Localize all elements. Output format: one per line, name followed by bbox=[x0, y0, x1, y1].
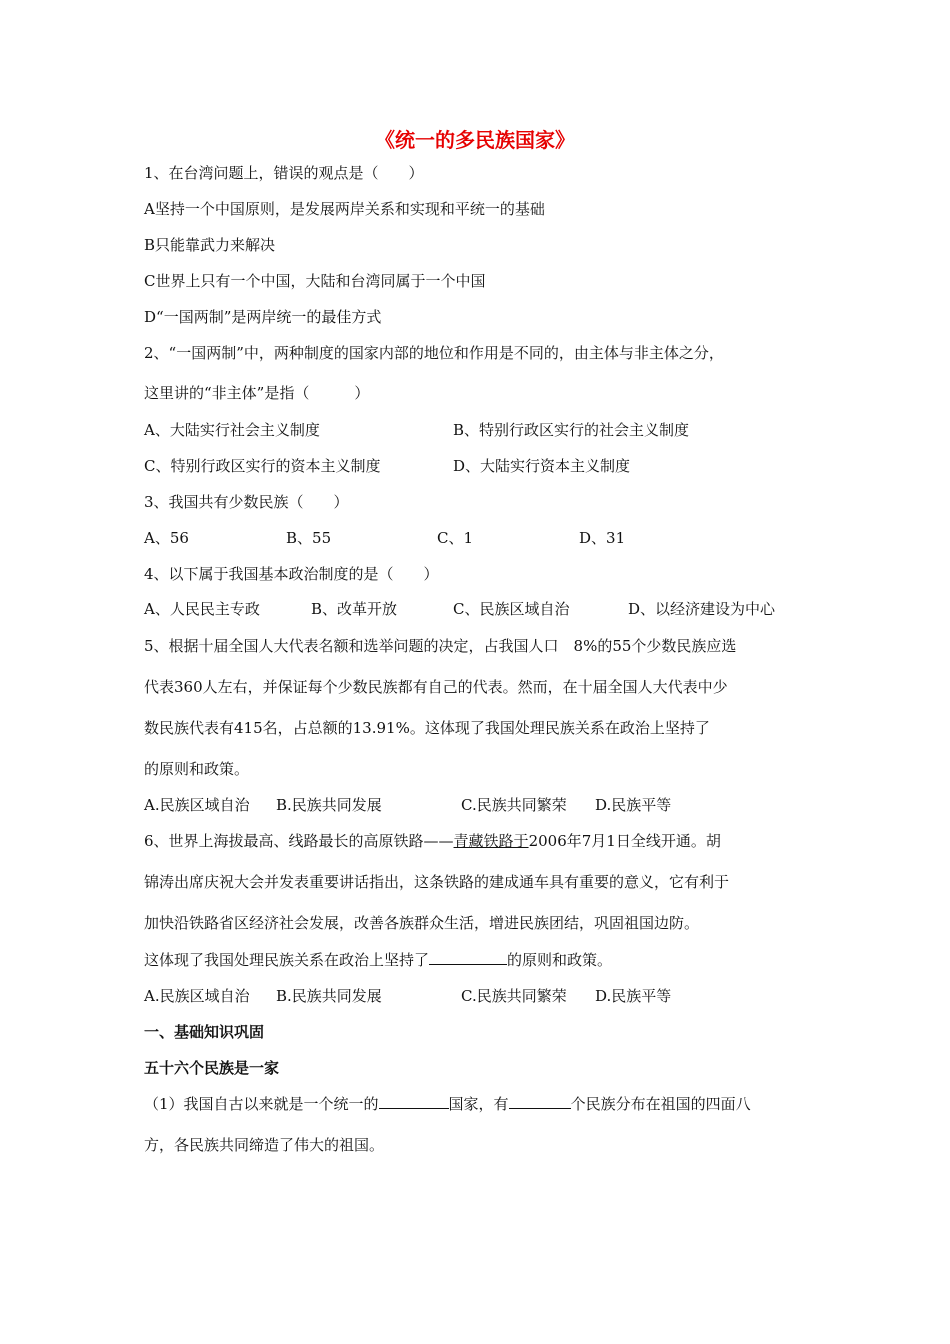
p1-part-a: （1）我国自古以来就是一个统一的 bbox=[144, 1095, 379, 1113]
q1-option-b: B只能靠武力来解决 bbox=[144, 236, 276, 254]
q6-option-b: B.民族共同发展 bbox=[276, 987, 382, 1005]
q4-option-d: D、以经济建设为中心 bbox=[628, 600, 776, 618]
q5-line2: 代表360人左右，并保证每个少数民族都有自己的代表。然而，在十届全国人大代表中少 bbox=[144, 678, 728, 696]
q5-line1: 5、根据十届全国人大代表名额和选举问题的决定，占我国人口 8%的55个少数民族应选 bbox=[144, 637, 737, 655]
p1-part-c: 个民族分布在祖国的四面八 bbox=[570, 1095, 751, 1113]
blank-1[interactable] bbox=[379, 1094, 449, 1109]
q2-stem-line2: 这里讲的“非主体”是指（ ） bbox=[144, 384, 370, 402]
q5-line3: 数民族代表有415名，占总额的13.91%。这体现了我国处理民族关系在政治上坚持了 bbox=[144, 719, 710, 737]
q6-option-c: C.民族共同繁荣 bbox=[461, 987, 567, 1005]
q5-option-b: B.民族共同发展 bbox=[276, 796, 382, 814]
q6-line3: 加快沿铁路省区经济社会发展，改善各族群众生活，增进民族团结，巩固祖国边防。 bbox=[144, 914, 700, 932]
q3-option-c: C、1 bbox=[437, 529, 474, 547]
q6-line1 bbox=[144, 831, 721, 851]
q3-option-b: B、55 bbox=[286, 529, 332, 547]
q3-option-d: D、31 bbox=[579, 529, 626, 547]
section-paragraph-line2: 方，各民族共同缔造了伟大的祖国。 bbox=[144, 1136, 385, 1154]
q5-line4: 的原则和政策。 bbox=[144, 760, 250, 778]
q1-option-d: D“一国两制”是两岸统一的最佳方式 bbox=[144, 308, 382, 326]
q6-line2: 锦涛出席庆祝大会并发表重要讲话指出，这条铁路的建成通车具有重要的意义，它有利于 bbox=[144, 873, 730, 891]
q3-option-a: A、56 bbox=[144, 529, 189, 547]
q4-stem: 4、以下属于我国基本政治制度的是（ ） bbox=[144, 565, 439, 583]
q2-option-b: B、特别行政区实行的社会主义制度 bbox=[453, 421, 690, 439]
q6-option-d: D.民族平等 bbox=[595, 987, 672, 1005]
q6-line4-pre: 这体现了我国处理民族关系在政治上坚持了 bbox=[144, 951, 430, 969]
blank-2[interactable] bbox=[509, 1094, 571, 1109]
q6-answer-blank[interactable] bbox=[429, 950, 507, 965]
q2-option-d: D、大陆实行资本主义制度 bbox=[453, 457, 631, 475]
q4-option-c: C、民族区域自治 bbox=[453, 600, 570, 618]
page-title: 《统一的多民族国家》 bbox=[375, 128, 575, 152]
q6-line4 bbox=[144, 950, 612, 970]
q2-option-c: C、特别行政区实行的资本主义制度 bbox=[144, 457, 381, 475]
q6-option-a: A.民族区域自治 bbox=[144, 987, 250, 1005]
section-heading: 一、基础知识巩固 bbox=[144, 1023, 265, 1041]
q5-option-a: A.民族区域自治 bbox=[144, 796, 250, 814]
q3-stem: 3、我国共有少数民族（ ） bbox=[144, 493, 349, 511]
q1-option-a: A坚持一个中国原则，是发展两岸关系和实现和平统一的基础 bbox=[144, 200, 545, 218]
q6-line1-pre: 6、世界上海拔最高、线路最长的高原铁路—— bbox=[144, 832, 454, 850]
q4-option-a: A、人民民主专政 bbox=[144, 600, 260, 618]
section-paragraph-line1 bbox=[144, 1094, 751, 1114]
q6-line1-post: 2006年7月1日全线开通。胡 bbox=[528, 832, 721, 850]
q2-stem-line1: 2、“一国两制”中，两种制度的国家内部的地位和作用是不同的，由主体与非主体之分， bbox=[144, 344, 724, 362]
p1-part-b: 国家，有 bbox=[448, 1095, 509, 1113]
q5-option-c: C.民族共同繁荣 bbox=[461, 796, 567, 814]
q6-underlined-text: 青藏铁路于 bbox=[453, 832, 529, 850]
q5-option-d: D.民族平等 bbox=[595, 796, 672, 814]
q1-stem: 1、在台湾问题上，错误的观点是（ ） bbox=[144, 164, 424, 182]
q6-line4-post: 的原则和政策。 bbox=[507, 951, 613, 969]
section-subheading: 五十六个民族是一家 bbox=[144, 1059, 280, 1077]
q4-option-b: B、改革开放 bbox=[311, 600, 398, 618]
q2-option-a: A、大陆实行社会主义制度 bbox=[144, 421, 320, 439]
q1-option-c: C世界上只有一个中国，大陆和台湾同属于一个中国 bbox=[144, 272, 486, 290]
